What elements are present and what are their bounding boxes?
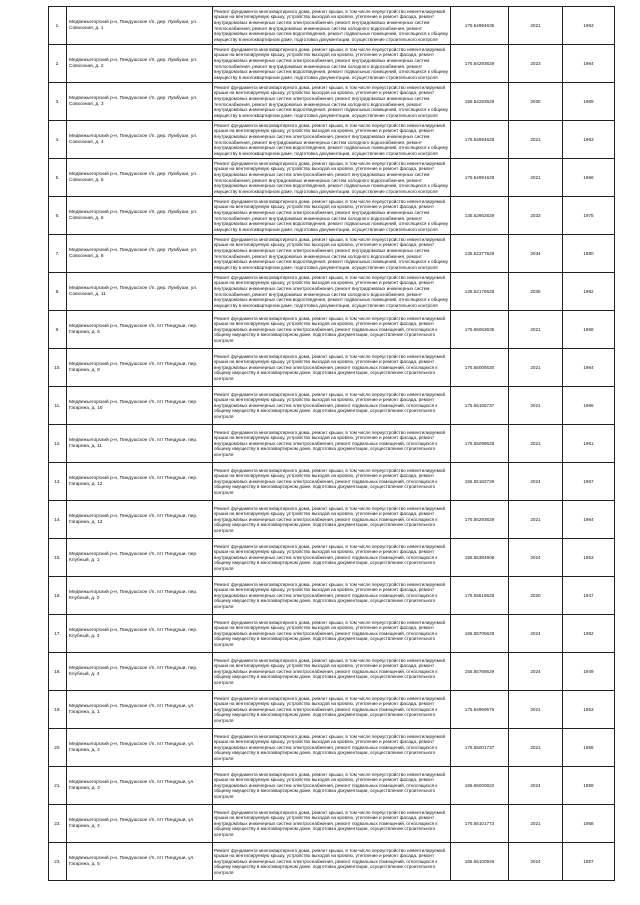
row-works-list: Ремонт фундамента многоквартирного дома, ремонт крыши, в том числе переустройство невентилируемой крыши на вентилируемую крышу, устройство выходов на кровлю, утепление и ремонт фасада, ремонт внутридомовых инженерных систем электроснабжения, ремонт подвальных помещений, относящихся к общему имуществу в многоквартирном доме, подготовка документации, осуществление строительного контроля — [213, 653, 451, 691]
row-number: 18. — [49, 653, 67, 691]
row-works-list: Ремонт фундамента многоквартирного дома, ремонт крыши, в том числе переустройство невентилируемой крыши на вентилируемую крышу, устройство выходов на кровлю, утепление и ремонт фасада, ремонт внутридомовых инженерных систем электроснабжения, ремонт подвальных помещений, относящихся к общему имуществу в многоквартирном доме, подготовка документации, осуществление строительного контроля — [213, 767, 451, 805]
row-address: Медвежьегорский р-н, Пиндушское г/п, пгт Пиндуши, ул. Гагарина, д. 5 — [67, 843, 213, 881]
row-address: Медвежьегорский р-н, Пиндушское г/п, пгт Пиндуши, пер. Клубный, д. 1 — [67, 539, 213, 577]
row-address: Медвежьегорский р-н, Пиндушское г/п, дер. Лумбуши, ул. Совхозная, д. 4 — [67, 121, 213, 159]
row-cost: 175.55098628 — [451, 425, 509, 463]
row-address: Медвежьегорский р-н, Пиндушское г/п, пгт Пиндуши, пер. Клубный, д. 3 — [67, 615, 213, 653]
document-page — [48, 6, 614, 881]
row-cost: 175.54293628 — [451, 45, 509, 83]
row-repair-year: 2034 — [509, 235, 563, 273]
row-cost: 175.55063635 — [451, 311, 509, 349]
row-number: 14. — [49, 501, 67, 539]
row-build-year: 1964 — [563, 45, 615, 83]
row-cost: 155.55768629 — [451, 653, 509, 691]
row-works-list: Ремонт фундамента многоквартирного дома, ремонт крыши, в том числе переустройство невентилируемой крыши на вентилируемую крышу, устройство выходов на кровлю, утепление и ремонт фасада, ремонт внутридомовых инженерных систем электроснабжения, ремонт подвальных помещений, относящихся к общему имуществу в многоквартирном доме, подготовка документации, осуществление строительного контроля — [213, 729, 451, 767]
row-build-year: 1964 — [563, 501, 615, 539]
row-address: Медвежьегорский р-н, Пиндушское г/п, дер. Лумбуши, ул. Совхозная, д. 1 — [67, 7, 213, 45]
row-build-year: 1961 — [563, 425, 615, 463]
row-address: Медвежьегорский р-н, Пиндушское г/п, пгт Пиндуши, пер. Гагарина, д. 12 — [67, 463, 213, 501]
row-number: 17. — [49, 615, 67, 653]
row-repair-year: 2030 — [509, 83, 563, 121]
row-works-list: Ремонт фундамента многоквартирного дома, ремонт крыши, в том числе переустройство невентилируемой крыши на вентилируемую крышу, устройство выходов на кровлю, утепление и ремонт фасада, ремонт внутридомовых инженерных систем электроснабжения, ремонт подвальных помещений, относящихся к общему имуществу в многоквартирном доме, подготовка документации, осуществление строительного контроля — [213, 349, 451, 387]
row-works-list: Ремонт фундамента многоквартирного дома, ремонт крыши, в том числе переустройство невентилируемой крыши на вентилируемую крышу, устройство выходов на кровлю, утепление и ремонт фасада, ремонт внутридомовых инженерных систем электроснабжения, ремонт внутридомовых инженерных систем теплоснабжения, ремонт внутридомовых инженерных систем холодного водоснабжения, ремонт внутридомовых инженерных систем водоотведения, ремонт подвальных помещений, относящихся к общему имуществу в многоквартирном доме, подготовка документации, осуществление строительного контроля — [213, 45, 451, 83]
row-works-list: Ремонт фундамента многоквартирного дома, ремонт крыши, в том числе переустройство невентилируемой крыши на вентилируемую крышу, устройство выходов на кровлю, утепление и ремонт фасада, ремонт внутридомовых инженерных систем электроснабжения, ремонт подвальных помещений, относящихся к общему имуществу в многоквартирном доме, подготовка документации, осуществление строительного контроля — [213, 539, 451, 577]
row-build-year: 1953 — [563, 691, 615, 729]
row-build-year: 1980 — [563, 235, 615, 273]
row-works-list: Ремонт фундамента многоквартирного дома, ремонт крыши, в том числе переустройство невентилируемой крыши на вентилируемую крышу, устройство выходов на кровлю, утепление и ремонт фасада, ремонт внутридомовых инженерных систем электроснабжения, ремонт подвальных помещений, относящихся к общему имуществу в многоквартирном доме, подготовка документации, осуществление строительного контроля — [213, 387, 451, 425]
row-works-list: Ремонт фундамента многоквартирного дома, ремонт крыши, в том числе переустройство невентилируемой крыши на вентилируемую крышу, устройство выходов на кровлю, утепление и ремонт фасада, ремонт внутридомовых инженерных систем электроснабжения, ремонт подвальных помещений, относящихся к общему имуществу в многоквартирном доме, подготовка документации, осуществление строительного контроля — [213, 425, 451, 463]
row-build-year: 1958 — [563, 805, 615, 843]
row-build-year: 1968 — [563, 311, 615, 349]
row-build-year: 1947 — [563, 577, 615, 615]
row-address: Медвежьегорский р-н, Пиндушское г/п, пгт Пиндуши, ул. Гагарина, д. 4 — [67, 805, 213, 843]
row-build-year: 1952 — [563, 615, 615, 653]
row-works-list: Ремонт фундамента многоквартирного дома, ремонт крыши, в том числе переустройство невентилируемой крыши на вентилируемую крышу, устройство выходов на кровлю, утепление и ремонт фасада, ремонт внутридомовых инженерных систем электроснабжения, ремонт подвальных помещений, относящихся к общему имуществу в многоквартирном доме, подготовка документации, осуществление строительного контроля — [213, 843, 451, 881]
row-number: 4. — [49, 121, 67, 159]
row-address: Медвежьегорский р-н, Пиндушское г/п, пгт Пиндуши, пер. Гагарина, д. 10 — [67, 387, 213, 425]
row-cost: 135.52175628 — [451, 273, 509, 311]
row-repair-year: 2021 — [509, 7, 563, 45]
row-works-list: Ремонт фундамента многоквартирного дома, ремонт крыши, в том числе переустройство невентилируемой крыши на вентилируемую крышу, устройство выходов на кровлю, утепление и ремонт фасада, ремонт внутридомовых инженерных систем электроснабжения, ремонт подвальных помещений, относящихся к общему имуществу в многоквартирном доме, подготовка документации, осуществление строительного контроля — [213, 463, 451, 501]
row-number: 21. — [49, 767, 67, 805]
row-build-year: 1963 — [563, 7, 615, 45]
row-repair-year: 2021 — [509, 501, 563, 539]
row-address: Медвежьегорский р-н, Пиндушское г/п, пгт Пиндуши, пер. Гагарина, д. 8 — [67, 349, 213, 387]
row-address: Медвежьегорский р-н, Пиндушское г/п, пгт Пиндуши, пер. Гагарина, д. 6 — [67, 311, 213, 349]
row-address: Медвежьегорский р-н, Пиндушское г/п, дер. Лумбуши, ул. Совхозная, д. 3 — [67, 83, 213, 121]
row-cost: 135.52377628 — [451, 235, 509, 273]
capital-repair-table — [48, 6, 615, 881]
row-number: 2. — [49, 45, 67, 83]
row-address: Медвежьегорский р-н, Пиндушское г/п, дер. Лумбуши, ул. Совхозная, д. 2 — [67, 45, 213, 83]
table-row — [49, 425, 615, 463]
row-works-list: Ремонт фундамента многоквартирного дома, ремонт крыши, в том числе переустройство невентилируемой крыши на вентилируемую крышу, устройство выходов на кровлю, утепление и ремонт фасада, ремонт внутридомовых инженерных систем электроснабжения, ремонт внутридомовых инженерных систем теплоснабжения, ремонт внутридомовых инженерных систем холодного водоснабжения, ремонт внутридомовых инженерных систем водоотведения, ремонт подвальных помещений, относящихся к общему имуществу в многоквартирном доме, подготовка документации, осуществление строительного контроля — [213, 159, 451, 197]
table-row — [49, 539, 615, 577]
row-repair-year: 2024 — [509, 615, 563, 653]
row-build-year: 1958 — [563, 729, 615, 767]
row-works-list: Ремонт фундамента многоквартирного дома, ремонт крыши, в том числе переустройство невентилируемой крыши на вентилируемую крышу, устройство выходов на кровлю, утепление и ремонт фасада, ремонт внутридомовых инженерных систем электроснабжения, ремонт внутридомовых инженерных систем теплоснабжения, ремонт внутридомовых инженерных систем холодного водоснабжения, ремонт внутридомовых инженерных систем водоотведения, ремонт подвальных помещений, относящихся к общему имуществу в многоквартирном доме, подготовка документации, осуществление строительного контроля — [213, 83, 451, 121]
row-number: 16. — [49, 577, 67, 615]
table-row — [49, 197, 615, 235]
row-works-list: Ремонт фундамента многоквартирного дома, ремонт крыши, в том числе переустройство невентилируемой крыши на вентилируемую крышу, устройство выходов на кровлю, утепление и ремонт фасада, ремонт внутридомовых инженерных систем электроснабжения, ремонт подвальных помещений, относящихся к общему имуществу в многоквартирном доме, подготовка документации, осуществление строительного контроля — [213, 691, 451, 729]
table-row — [49, 83, 615, 121]
row-address: Медвежьегорский р-н, Пиндушское г/п, пгт Пиндуши, пер. Гагарина, д. 11 — [67, 425, 213, 463]
row-cost: 175.55101773 — [451, 805, 509, 843]
row-number: 5. — [49, 159, 67, 197]
table-row — [49, 349, 615, 387]
row-cost: 165.55705628 — [451, 615, 509, 653]
table-row — [49, 159, 615, 197]
row-cost: 135.52662628 — [451, 197, 509, 235]
row-build-year: 1967 — [563, 463, 615, 501]
row-cost: 155.54293628 — [451, 83, 509, 121]
row-number: 19. — [49, 691, 67, 729]
row-repair-year: 2024 — [509, 539, 563, 577]
row-number: 13. — [49, 463, 67, 501]
table-row — [49, 767, 615, 805]
row-repair-year: 2021 — [509, 729, 563, 767]
row-works-list: Ремонт фундамента многоквартирного дома, ремонт крыши, в том числе переустройство невентилируемой крыши на вентилируемую крышу, устройство выходов на кровлю, утепление и ремонт фасада, ремонт внутридомовых инженерных систем электроснабжения, ремонт подвальных помещений, относящихся к общему имуществу в многоквартирном доме, подготовка документации, осуществление строительного контроля — [213, 615, 451, 653]
row-works-list: Ремонт фундамента многоквартирного дома, ремонт крыши, в том числе переустройство невентилируемой крыши на вентилируемую крышу, устройство выходов на кровлю, утепление и ремонт фасада, ремонт внутридомовых инженерных систем электроснабжения, ремонт внутридомовых инженерных систем теплоснабжения, ремонт внутридомовых инженерных систем холодного водоснабжения, ремонт внутридомовых инженерных систем водоотведения, ремонт подвальных помещений, относящихся к общему имуществу в многоквартирном доме, подготовка документации, осуществление строительного контроля — [213, 197, 451, 235]
row-build-year: 1957 — [563, 843, 615, 881]
row-cost: 175.54969576 — [451, 691, 509, 729]
table-row — [49, 501, 615, 539]
row-repair-year: 2035 — [509, 273, 563, 311]
row-number: 15. — [49, 539, 67, 577]
row-cost: 175.55001737 — [451, 729, 509, 767]
row-number: 8. — [49, 273, 67, 311]
table-row — [49, 121, 615, 159]
table-row — [49, 463, 615, 501]
row-repair-year: 2020 — [509, 577, 563, 615]
row-address: Медвежьегорский р-н, Пиндушское г/п, пгт Пиндуши, ул. Гагарина, д. 1 — [67, 691, 213, 729]
row-cost: 175.55165737 — [451, 387, 509, 425]
row-address: Медвежьегорский р-н, Пиндушское г/п, пгт Пиндуши, пер. Гагарина, д. 13 — [67, 501, 213, 539]
row-cost: 155.55384808 — [451, 539, 509, 577]
row-repair-year: 2021 — [509, 691, 563, 729]
row-works-list: Ремонт фундамента многоквартирного дома, ремонт крыши, в том числе переустройство невентилируемой крыши на вентилируемую крышу, устройство выходов на кровлю, утепление и ремонт фасада, ремонт внутридомовых инженерных систем электроснабжения, ремонт внутридомовых инженерных систем теплоснабжения, ремонт внутридомовых инженерных систем холодного водоснабжения, ремонт внутридомовых инженерных систем водоотведения, ремонт подвальных помещений, относящихся к общему имуществу в многоквартирном доме, подготовка документации, осуществление строительного контроля — [213, 121, 451, 159]
row-build-year: 1963 — [563, 121, 615, 159]
row-works-list: Ремонт фундамента многоквартирного дома, ремонт крыши, в том числе переустройство невентилируемой крыши на вентилируемую крышу, устройство выходов на кровлю, утепление и ремонт фасада, ремонт внутридомовых инженерных систем электроснабжения, ремонт подвальных помещений, относящихся к общему имуществу в многоквартирном доме, подготовка документации, осуществление строительного контроля — [213, 577, 451, 615]
row-address: Медвежьегорский р-н, Пиндушское г/п, пгт Пиндуши, ул. Гагарина, д. 2 — [67, 729, 213, 767]
row-number: 9. — [49, 311, 67, 349]
row-repair-year: 2021 — [509, 349, 563, 387]
row-address: Медвежьегорский р-н, Пиндушское г/п, дер. Лумбуши, ул. Совхозная, д. 6 — [67, 197, 213, 235]
row-repair-year: 2024 — [509, 653, 563, 691]
row-repair-year: 2033 — [509, 197, 563, 235]
row-repair-year: 2021 — [509, 805, 563, 843]
row-cost: 175.55518628 — [451, 577, 509, 615]
row-build-year: 1966 — [563, 387, 615, 425]
row-number: 3. — [49, 83, 67, 121]
row-address: Медвежьегорский р-н, Пиндушское г/п, пгт Пиндуши, пер. Клубный, д. 2 — [67, 577, 213, 615]
row-cost: 175.55005630 — [451, 349, 509, 387]
row-repair-year: 2024 — [509, 843, 563, 881]
row-repair-year: 2021 — [509, 121, 563, 159]
row-repair-year: 2024 — [509, 463, 563, 501]
row-repair-year: 2021 — [509, 425, 563, 463]
table-row — [49, 387, 615, 425]
row-cost: 175.54991628 — [451, 159, 509, 197]
table-row — [49, 7, 615, 45]
row-build-year: 1964 — [563, 349, 615, 387]
row-number: 23. — [49, 843, 67, 881]
table-row — [49, 843, 615, 881]
table-row — [49, 311, 615, 349]
row-works-list: Ремонт фундамента многоквартирного дома, ремонт крыши, в том числе переустройство невентилируемой крыши на вентилируемую крышу, устройство выходов на кровлю, утепление и ремонт фасада, ремонт внутридомовых инженерных систем электроснабжения, ремонт внутридомовых инженерных систем теплоснабжения, ремонт внутридомовых инженерных систем холодного водоснабжения, ремонт внутридомовых инженерных систем водоотведения, ремонт подвальных помещений, относящихся к общему имуществу в многоквартирном доме, подготовка документации, осуществление строительного контроля — [213, 7, 451, 45]
row-cost: 165.55100926 — [451, 843, 509, 881]
row-build-year: 1975 — [563, 197, 615, 235]
row-address: Медвежьегорский р-н, Пиндушское г/п, пгт Пиндуши, пер. Клубный, д. 4 — [67, 653, 213, 691]
row-repair-year: 2023 — [509, 45, 563, 83]
row-cost: 175.55293628 — [451, 501, 509, 539]
table-row — [49, 273, 615, 311]
row-cost: 165.55000822 — [451, 767, 509, 805]
row-number: 11. — [49, 387, 67, 425]
row-works-list: Ремонт фундамента многоквартирного дома, ремонт крыши, в том числе переустройство невентилируемой крыши на вентилируемую крышу, устройство выходов на кровлю, утепление и ремонт фасада, ремонт внутридомовых инженерных систем электроснабжения, ремонт подвальных помещений, относящихся к общему имуществу в многоквартирном доме, подготовка документации, осуществление строительного контроля — [213, 311, 451, 349]
row-address: Медвежьегорский р-н, Пиндушское г/п, дер. Лумбуши, ул. Совхозная, д. 8 — [67, 235, 213, 273]
table-row — [49, 235, 615, 273]
row-works-list: Ремонт фундамента многоквартирного дома, ремонт крыши, в том числе переустройство невентилируемой крыши на вентилируемую крышу, устройство выходов на кровлю, утепление и ремонт фасада, ремонт внутридомовых инженерных систем электроснабжения, ремонт внутридомовых инженерных систем теплоснабжения, ремонт внутридомовых инженерных систем холодного водоснабжения, ремонт внутридомовых инженерных систем водоотведения, ремонт подвальных помещений, относящихся к общему имуществу в многоквартирном доме, подготовка документации, осуществление строительного контроля — [213, 273, 451, 311]
table-body — [49, 7, 615, 881]
row-number: 12. — [49, 425, 67, 463]
row-number: 1. — [49, 7, 67, 45]
table-row — [49, 577, 615, 615]
row-number: 20. — [49, 729, 67, 767]
row-repair-year: 2021 — [509, 159, 563, 197]
row-build-year: 1959 — [563, 767, 615, 805]
row-build-year: 1953 — [563, 539, 615, 577]
row-number: 10. — [49, 349, 67, 387]
table-row — [49, 691, 615, 729]
row-number: 7. — [49, 235, 67, 273]
row-address: Медвежьегорский р-н, Пиндушское г/п, дер. Лумбуши, ул. Совхозная, д. 11 — [67, 273, 213, 311]
row-cost: 175.54994635 — [451, 7, 509, 45]
row-number: 22. — [49, 805, 67, 843]
row-works-list: Ремонт фундамента многоквартирного дома, ремонт крыши, в том числе переустройство невентилируемой крыши на вентилируемую крышу, устройство выходов на кровлю, утепление и ремонт фасада, ремонт внутридомовых инженерных систем электроснабжения, ремонт подвальных помещений, относящихся к общему имуществу в многоквартирном доме, подготовка документации, осуществление строительного контроля — [213, 501, 451, 539]
row-cost: 175.54994628 — [451, 121, 509, 159]
row-cost: 155.55182726 — [451, 463, 509, 501]
table-row — [49, 653, 615, 691]
row-build-year: 1982 — [563, 273, 615, 311]
row-works-list: Ремонт фундамента многоквартирного дома, ремонт крыши, в том числе переустройство невентилируемой крыши на вентилируемую крышу, устройство выходов на кровлю, утепление и ремонт фасада, ремонт внутридомовых инженерных систем электроснабжения, ремонт внутридомовых инженерных систем теплоснабжения, ремонт внутридомовых инженерных систем холодного водоснабжения, ремонт внутридомовых инженерных систем водоотведения, ремонт подвальных помещений, относящихся к общему имуществу в многоквартирном доме, подготовка документации, осуществление строительного контроля — [213, 235, 451, 273]
row-address: Медвежьегорский р-н, Пиндушское г/п, дер. Лумбуши, ул. Совхозная, д. 5 — [67, 159, 213, 197]
row-number: 6. — [49, 197, 67, 235]
row-build-year: 1966 — [563, 159, 615, 197]
table-row — [49, 805, 615, 843]
table-row — [49, 729, 615, 767]
row-repair-year: 2021 — [509, 311, 563, 349]
row-works-list: Ремонт фундамента многоквартирного дома, ремонт крыши, в том числе переустройство невентилируемой крыши на вентилируемую крышу, устройство выходов на кровлю, утепление и ремонт фасада, ремонт внутридомовых инженерных систем электроснабжения, ремонт подвальных помещений, относящихся к общему имуществу в многоквартирном доме, подготовка документации, осуществление строительного контроля — [213, 805, 451, 843]
row-build-year: 1969 — [563, 83, 615, 121]
row-build-year: 1949 — [563, 653, 615, 691]
table-row — [49, 45, 615, 83]
row-address: Медвежьегорский р-н, Пиндушское г/п, пгт Пиндуши, ул. Гагарина, д. 3 — [67, 767, 213, 805]
row-repair-year: 2024 — [509, 767, 563, 805]
row-repair-year: 2021 — [509, 387, 563, 425]
table-row — [49, 615, 615, 653]
